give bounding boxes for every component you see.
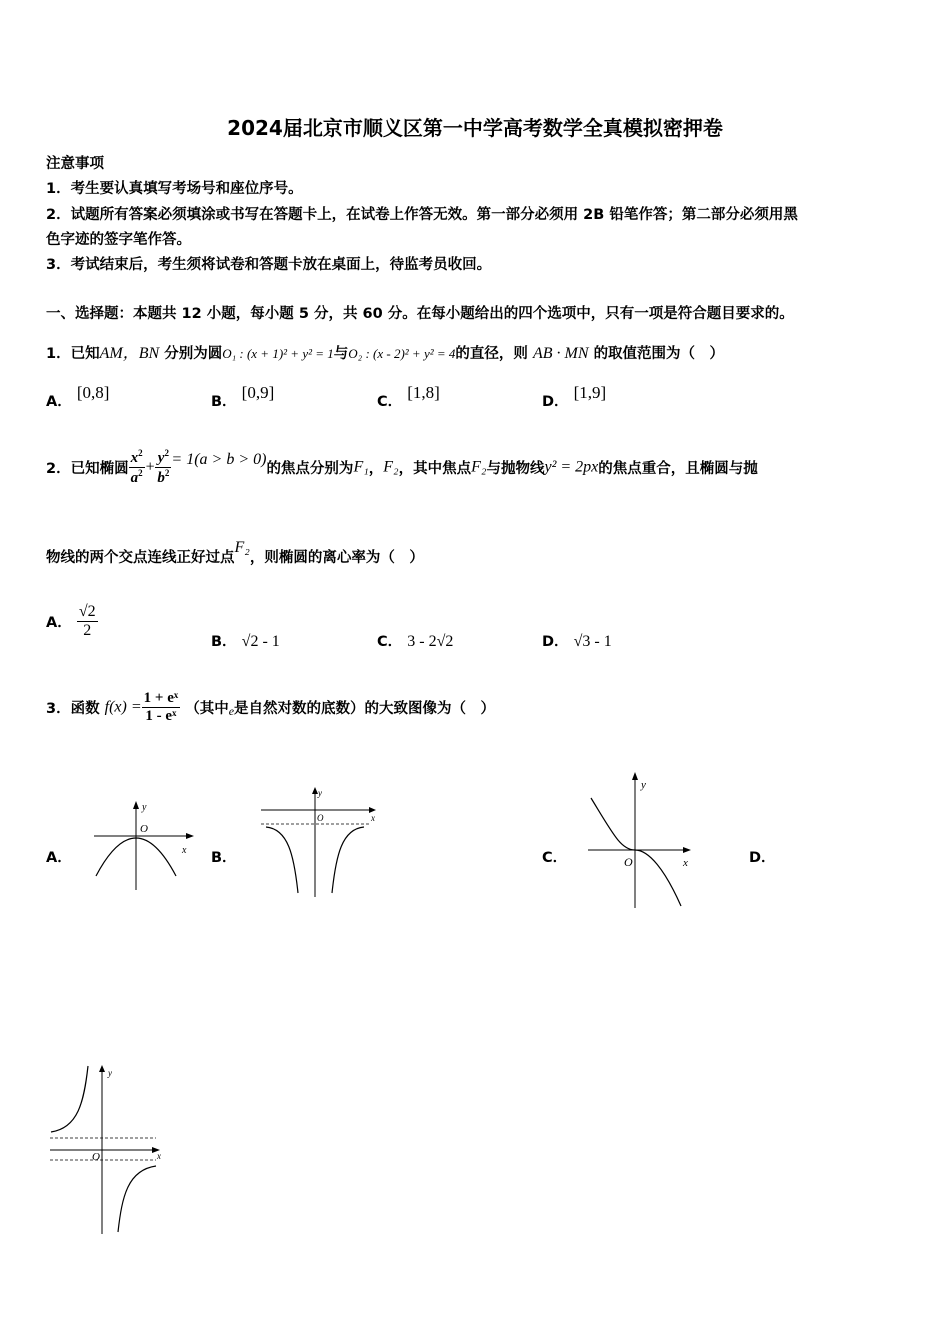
svg-text:x: x — [157, 1151, 161, 1161]
q2-f2b: F₂ — [471, 458, 487, 476]
q2-f2: F₂ — [383, 458, 399, 476]
svg-text:O: O — [624, 855, 633, 869]
q3-graph-d — [48, 1062, 168, 1237]
q2-option-c-label: C． — [377, 634, 403, 650]
q2-option-b — [211, 630, 280, 651]
svg-text:x: x — [683, 857, 688, 869]
q2-option-b-value: √2 - 1 — [241, 633, 280, 650]
q2-option-d-label: D． — [542, 634, 569, 650]
notice-item-1: 1．考生要认真填写考场号和座位序号。 — [46, 181, 303, 197]
q3-frac — [142, 690, 181, 725]
q3-option-c-label: C． — [542, 850, 568, 866]
q2-option-d-value: √3 - 1 — [573, 633, 612, 650]
svg-text:x: x — [371, 813, 375, 823]
q2-option-a — [46, 603, 98, 640]
q2-option-b-label: B． — [211, 634, 237, 650]
q1-option-b-label: B． — [211, 394, 237, 410]
q2-f2c: F₂ — [234, 539, 250, 556]
q3-option-a-label: A． — [46, 850, 72, 866]
q2-f1: F₁ — [353, 458, 369, 476]
q1-dot-product: AB · MN — [532, 345, 589, 362]
q3-stem — [46, 690, 495, 725]
q2-mid1: 的焦点分别为 — [266, 461, 354, 477]
notice-heading: 注意事项 — [46, 156, 104, 172]
q3-den: 1 - eˣ — [145, 708, 177, 724]
q1-option-a — [46, 383, 110, 411]
q2-frac-y: $\frac{y^2}{b^2}$ — [157, 448, 170, 486]
q1-option-a-value: [0,8] — [76, 383, 110, 402]
q3-func: f(x) = — [104, 698, 142, 716]
q1-circle1: O₁ : (x + 1)² + y² = 1 — [222, 346, 334, 361]
q1-option-d-value: [1,9] — [573, 383, 607, 402]
q1-option-a-label: A． — [46, 394, 72, 410]
section-heading: 一、选择题：本题共 12 小题，每小题 5 分，共 60 分。在每小题给出的四个选项中，只有一项是符合题目要求的。 — [46, 306, 794, 322]
notice-item-3: 3．考试结束后，考生须将试卷和答题卡放在桌面上，待监考员收回。 — [46, 257, 492, 273]
q1-circle2: O₂ : (x - 2)² + y² = 4 — [348, 346, 456, 361]
q1-option-c — [377, 383, 440, 411]
svg-text:x: x — [182, 845, 187, 856]
q2-option-a-frac: $\frac{√2}{2}$ — [78, 603, 96, 639]
svg-text:y: y — [641, 779, 646, 791]
q1-vars: AM，BN — [99, 345, 160, 362]
q2-mid2: ，其中焦点 — [398, 461, 472, 477]
q1-prefix: 1．已知 — [46, 346, 100, 362]
q2-ellipse-cond: = 1(a > b > 0) — [171, 450, 267, 468]
svg-text:O: O — [92, 1151, 100, 1163]
q1-stem — [46, 340, 724, 363]
q1-suffix: 的取值范围为（ ） — [593, 346, 725, 362]
q3-suffix: 是自然对数的底数）的大致图像为（ ） — [234, 701, 496, 717]
q3-num: 1 + eˣ — [143, 690, 179, 706]
notice-item-2: 2．试题所有答案必须填涂或书写在答题卡上，在试卷上作答无效。第一部分必须用 2B 铅笔作答；第二部分必须用黑 — [46, 207, 798, 223]
svg-text:y: y — [318, 788, 322, 798]
q3-e: e — [228, 704, 235, 718]
q2-option-c — [377, 630, 453, 651]
q2-frac-x: $\frac{x^2}{a^2}$ — [130, 448, 143, 486]
q2-mid3: 与抛物线 — [486, 461, 545, 477]
q1-option-b-value: [0,9] — [241, 383, 275, 402]
q1-option-b — [211, 383, 275, 411]
q2-option-d — [542, 630, 612, 651]
q2-stem-line2 — [46, 539, 424, 567]
q1-mid3: 的直径，则 — [455, 346, 528, 362]
q3-option-b-label: B． — [211, 850, 237, 866]
q2-stem: 2．已知椭圆 $\frac{x^2}{a^2}$ + $\frac{y^2}{b^2}$ = 1(a > b > 0)的焦点分别为F₁，F₂，其中焦点F₂与抛物线y² = 2px的焦点重合，且椭圆与抛 — [46, 448, 758, 486]
q3-mid: （其中 — [185, 701, 229, 717]
q3-graph-b — [258, 785, 383, 900]
q1-mid2: 与 — [333, 346, 349, 362]
q3-option-d-label: D． — [749, 850, 776, 866]
q2-option-a-label: A． — [46, 615, 72, 631]
q1-mid1: 分别为圆 — [164, 346, 223, 362]
q1-option-c-value: [1,8] — [407, 383, 440, 402]
q2-line2: 物线的两个交点连线正好过点 — [46, 550, 235, 566]
q3-graph-c — [585, 770, 695, 910]
q1-option-c-label: C． — [377, 394, 403, 410]
q2-line2-end: ，则椭圆的离心率为（ ） — [249, 550, 424, 566]
q1-option-d-label: D． — [542, 394, 569, 410]
q1-option-d — [542, 383, 607, 411]
q3-graph-a — [90, 798, 200, 893]
svg-text:y: y — [108, 1068, 112, 1078]
svg-text:y: y — [142, 802, 147, 813]
svg-text:O: O — [317, 813, 324, 823]
page-title: 2024届北京市顺义区第一中学高考数学全真模拟密押卷 — [227, 116, 723, 140]
q3-prefix: 3．函数 — [46, 701, 100, 717]
notice-item-2-cont: 色字迹的签字笔作答。 — [46, 232, 191, 248]
svg-text:O: O — [140, 823, 148, 835]
q2-mid4: 的焦点重合，且椭圆与抛 — [598, 461, 758, 477]
q2-prefix: 2．已知椭圆 — [46, 461, 129, 477]
q2-option-c-value: 3 - 2√2 — [407, 633, 454, 650]
q2-comma: ， — [368, 461, 384, 477]
q2-parabola: y² = 2px — [544, 458, 599, 476]
